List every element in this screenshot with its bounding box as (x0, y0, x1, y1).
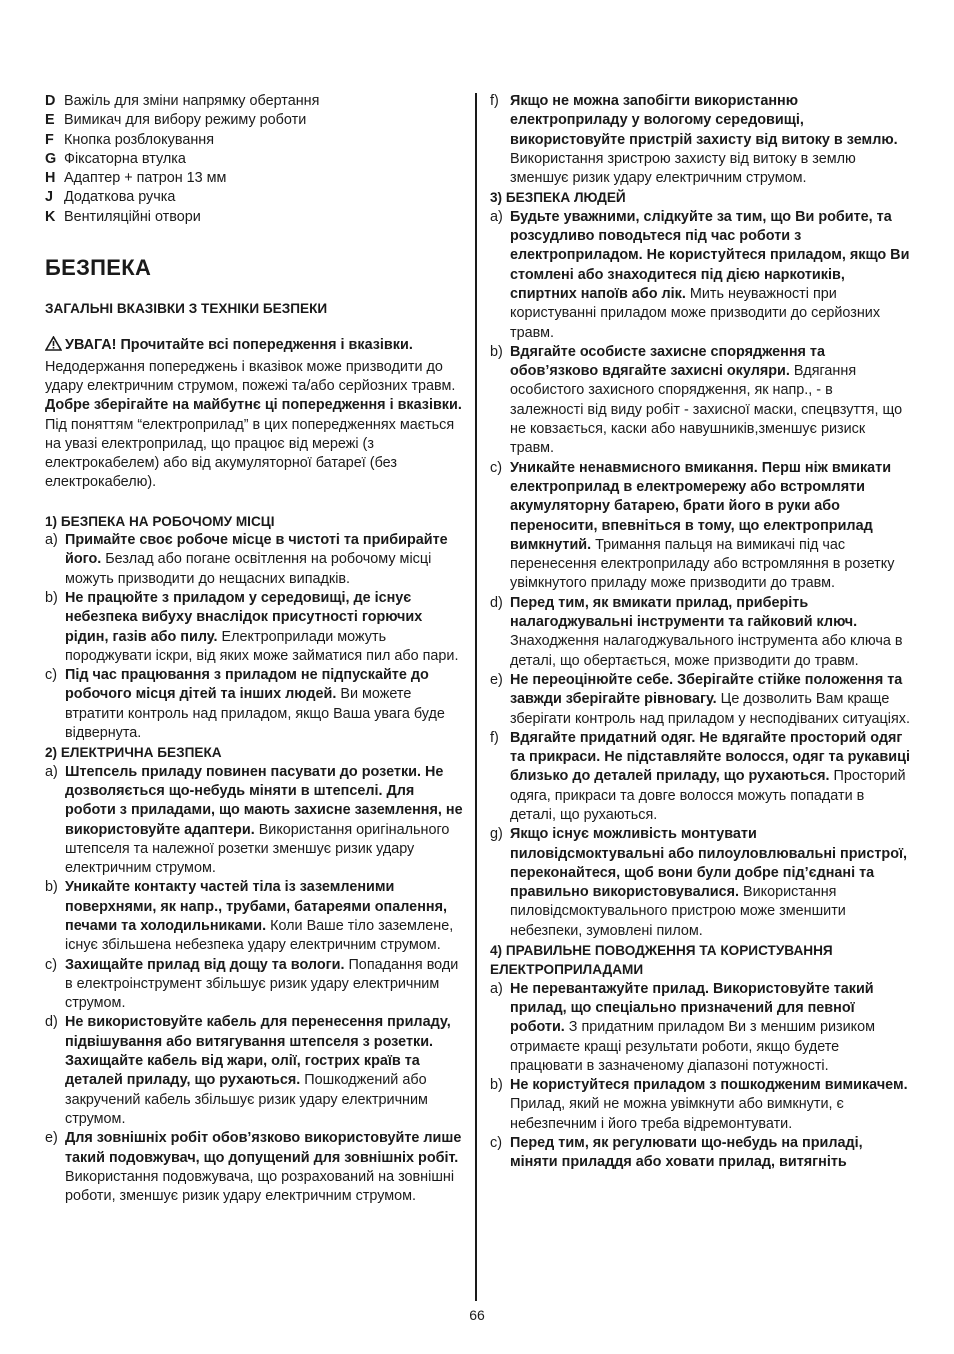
list-item: c) Під час працювання з приладом не підпускайте до робочого місця дітей та інших людей. Ви можете втратити контроль над приладом, якщо Ваша увага буде відвернута. (45, 667, 445, 742)
section-title: БЕЗПЕКА (45, 255, 152, 281)
legend-item: H Адаптер + патрон 13 мм (45, 170, 227, 187)
component-legend (45, 92, 465, 227)
list-item: a) Будьте уважними, слідкуйте за тим, що Ви робите, та розсудливо поводьтеся під час роботи з електроприладом. Не користуйтеся приладом, якщо Ви стомлені або знаходитеся під дією наркотиків, спиртних напоїв або лік. Мить неуважності при користуванні приладом може призводити до серйозних травм. (490, 208, 910, 341)
warning-paragraph: УВАГА! Прочитайте всі попередження і вказівки. Недодержання попереджень і вказівок може призводити до удару електричним струмом, пожежі та/або серйозних травм. Добре зберігайте на майбутнє ці попередження і вказівки. Під поняттям “електроприлад” в цих попередженнях мається на увазі електроприлад, що працює від мережі (з електрокабелем) або від акумуляторної батареї (без електрокабелю). (45, 337, 462, 491)
list-item: a) Примайте своє робоче місце в чистоті та прибирайте його. Безлад або погане освітлення на робочому місці можуть призводити до нещасних випадків. (45, 532, 448, 587)
list-item: f) Якщо не можна запобігти використанню електроприладу у вологому середовищі, використовуйте пристрій захисту від витоку в землю. Використання зристрою захисту від витоку в землю зменшує ризик удару електричним струмом. (490, 93, 898, 187)
left-column (45, 92, 465, 1206)
list-item: b) Не користуйтеся приладом з пошкодженим вимикачем. Прилад, який не можна увімкнути або вимкнути, є небезпечним і його треба відремонтувати. (490, 1077, 908, 1132)
list-item: c) Уникайте ненавмисного вмикання. Перш ніж вмикати електроприлад в електромережу або встромляти акумуляторну батарею, брати його в руки або переносити, впевніться в тому, що електроприлад вимкнутий. Тримання пальця на вимикачі під час перенесення електроприладу або встромляння в розетку увімкнутого приладу може призводити до травм. (490, 459, 895, 592)
list-item: b) Не працюйте з приладом у середовищі, де існує небезпека вибуху внаслідок присутності горючих рідин, газів або пилу. Електроприлади можуть породжувати іскри, від яких може займатися пил або пари. (45, 589, 459, 664)
warning-triangle-icon (45, 336, 62, 357)
list-item: g) Якщо існує можливість монтувати пиловідсмоктувальні або пилоуловлювальні пристрої, переконайтеся, щоб вони були добре під’єднані та правильно використовувалися. Використання пиловідсмоктувального пристрою може зменшити небезпеки, зумовлені пилом. (490, 826, 908, 939)
section-heading: 3) БЕЗПЕКА ЛЮДЕЙ (490, 190, 626, 206)
list-item: a) Штепсель приладу повинен пасувати до розетки. Не дозволяється що-небудь міняти в штепселі. Для роботи з приладами, що мають захисне заземлення, не використовуйте адаптери. Використання оригінального штепселя та належної розетки зменшує ризик удару електричним струмом. (45, 763, 463, 877)
legend-item: D Важіль для зміни напрямку обертання (45, 93, 320, 109)
section-heading: 4) ПРАВИЛЬНЕ ПОВОДЖЕННЯ ТА КОРИСТУВАННЯ ЕЛЕКТРОПРИЛАДАМИ (490, 943, 833, 978)
list-item: a) Не перевантажуйте прилад. Використовуйте такий прилад, що спеціально призначений для певної роботи. З придатним приладом Ви з меншим ризиком отримаєте кращі результати роботи, якщо будете працювати в зазначеному діапазоні потужності. (490, 980, 875, 1074)
page-number: 66 (469, 1307, 485, 1323)
right-column (490, 92, 910, 1173)
list-item: f) Вдягайте придатний одяг. Не вдягайте просторий одяг та прикраси. Не підставляйте волосся, одяг та рукавиці близько до деталей приладу, що рухаються. Просторий одяга, прикраси та довге волосся можуть попадати в деталі, що рухаються. (490, 729, 910, 823)
legend-item: K Вентиляційні отвори (45, 208, 201, 225)
list-item: c) Захищайте прилад від дощу та вологи. Попадання води в електроінструмент збільшує ризик удару електричним струмом. (45, 956, 459, 1012)
legend-item: F Кнопка розблокування (45, 131, 215, 148)
general-heading: ЗАГАЛЬНІ ВКАЗІВКИ З ТЕХНІКИ БЕЗПЕКИ (45, 301, 328, 317)
list-item: d) Не використовуйте кабель для перенесення приладу, підвішування або витягування штепселя з розетки. Захищайте кабель від жари, олії, гострих країв та деталей приладу, що рухаються. Пошкоджений або закручений кабель збільшує ризик удару електричним струмом. (45, 1014, 451, 1127)
column-divider (475, 93, 477, 1301)
legend-item: E Вимикач для вибору режиму роботи (45, 112, 307, 129)
list-item: b) Вдягайте особисте захисне спорядження та обов’язково вдягайте захисні окуляри. Вдягання особистого захисного спорядження, як напр., - в залежності від виду робіт - захисної маски, спецвзуття, що не ковзається, каски або навушників,зменшує ризиск травм. (490, 343, 903, 457)
section-heading: 1) БЕЗПЕКА НА РОБОЧОМУ МІСЦІ (45, 513, 275, 529)
list-item: e) Для зовнішніх робіт обов’язково використовуйте лише такий подовжувач, що допущений для зовнішніх робіт. Використання подовжувача, що розрахований на зовнішні роботи, зменшує ризик удару електричним струмом. (45, 1130, 462, 1205)
legend-item: G Фіксаторна втулка (45, 150, 186, 167)
section-heading: 2) ЕЛЕКТРИЧНА БЕЗПЕКА (45, 745, 222, 761)
legend-item: J Додаткова ручка (45, 189, 176, 206)
list-item: b) Уникайте контакту частей тіла із заземленими поверхнями, як напр., трубами, батареями опалення, печами та холодильниками. Коли Ваше тіло заземлене, існує збільшена небезпека удару електричним струмом. (45, 879, 454, 954)
list-item: d) Перед тим, як вмикати прилад, приберіть налагоджувальні інструменти та гайковий ключ. Знаходження налагоджувального інструмента або ключа в деталі, що обертається, може призводити до травм. (490, 594, 903, 669)
list-item: c) Перед тим, як регулювати що-небудь на приладі, міняти приладдя або ховати прилад, витягніть (490, 1135, 863, 1171)
list-item: e) Не переоцінюйте себе. Зберігайте стійке положення та завжди зберігайте рівновагу. Це дозволить Вам краще зберігати контроль над приладом у несподіваних ситуаціях. (490, 671, 910, 727)
